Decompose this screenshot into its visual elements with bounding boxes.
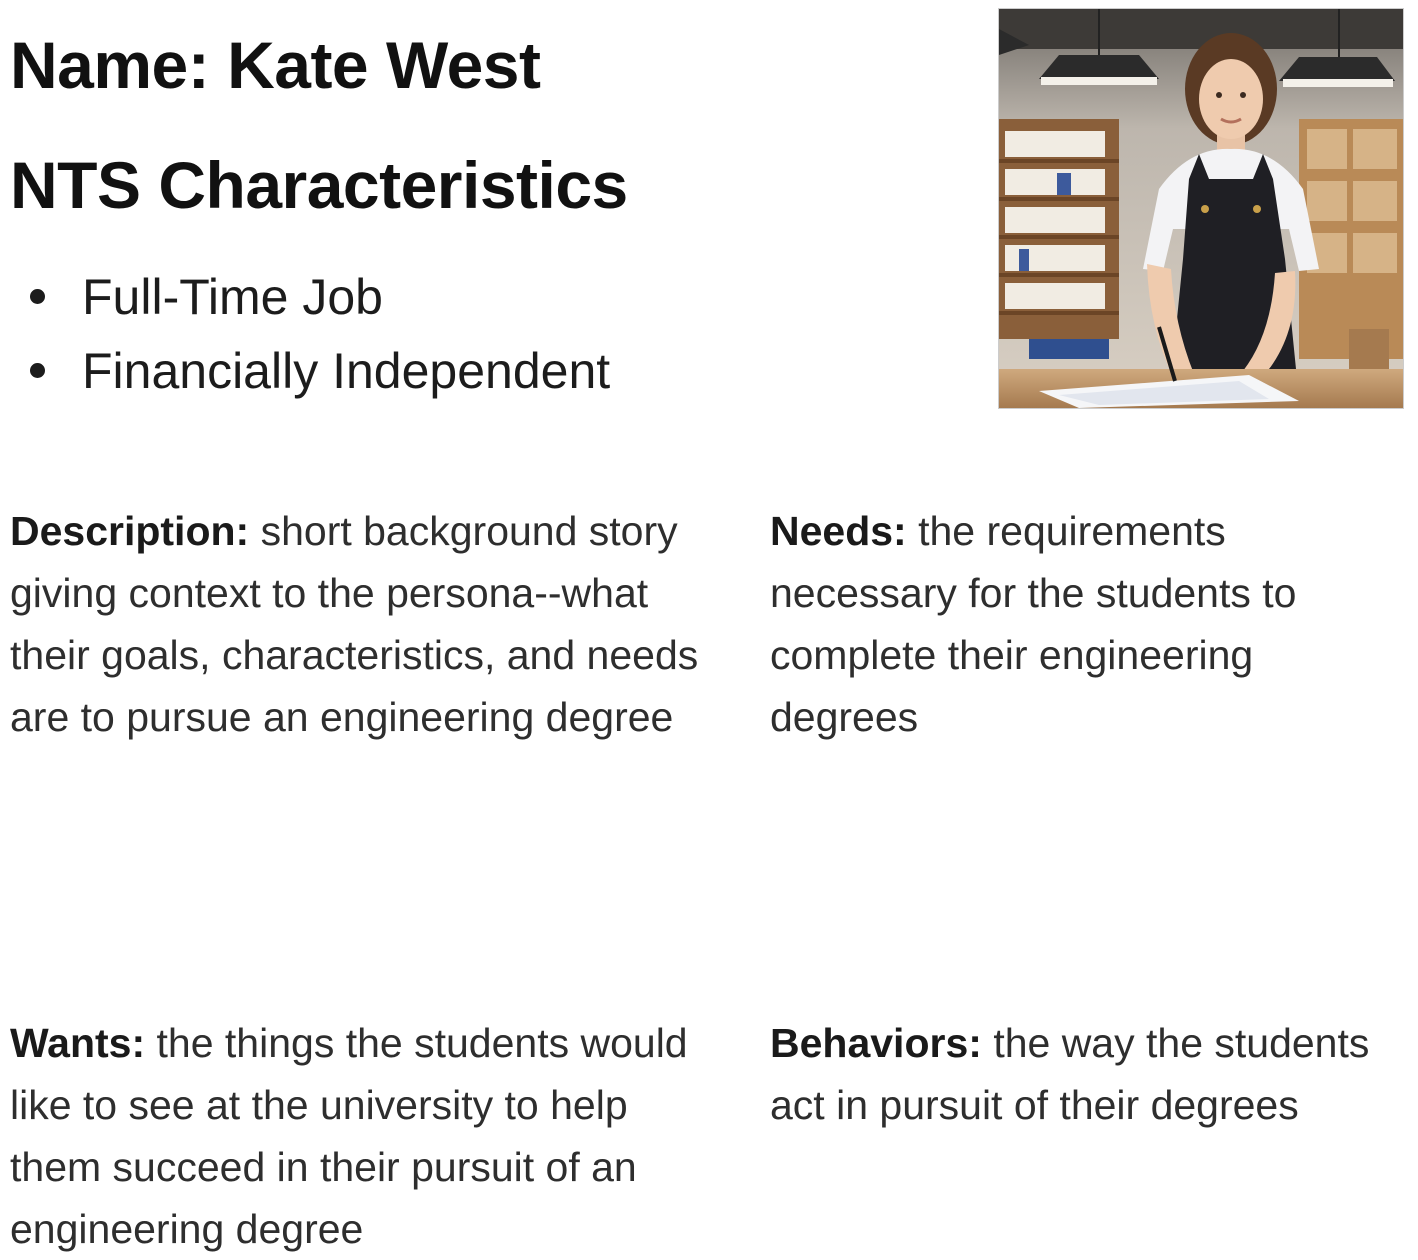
needs-section bbox=[770, 500, 1410, 748]
wants-label: Wants: bbox=[10, 1020, 146, 1066]
persona-photo bbox=[998, 8, 1404, 409]
description-label: Description: bbox=[10, 508, 250, 554]
trait-item bbox=[30, 260, 610, 334]
behaviors-text: the way the students act in pursuit of their degrees bbox=[770, 1020, 1370, 1128]
trait-label: Financially Independent bbox=[82, 343, 611, 399]
wants-section bbox=[10, 1012, 730, 1260]
characteristics-heading: NTS Characteristics bbox=[10, 148, 628, 222]
trait-item bbox=[30, 334, 610, 408]
traits-list bbox=[30, 260, 610, 408]
wants-text: the things the students would like to see at the university to help them succeed in their pursuit of an engineering degree bbox=[10, 1020, 688, 1252]
bullet-icon bbox=[30, 289, 45, 304]
persona-name-heading: Name: Kate West bbox=[10, 28, 541, 102]
description-text: short background story giving context to the persona--what their goals, characteristics, and needs are to pursue an engineering degree bbox=[10, 508, 699, 740]
bullet-icon bbox=[30, 363, 45, 378]
needs-label: Needs: bbox=[770, 508, 907, 554]
behaviors-label: Behaviors: bbox=[770, 1020, 982, 1066]
behaviors-section bbox=[770, 1012, 1418, 1136]
needs-text: the requirements necessary for the students to complete their engineering degrees bbox=[770, 508, 1297, 740]
description-section bbox=[10, 500, 730, 748]
trait-label: Full-Time Job bbox=[82, 269, 383, 325]
